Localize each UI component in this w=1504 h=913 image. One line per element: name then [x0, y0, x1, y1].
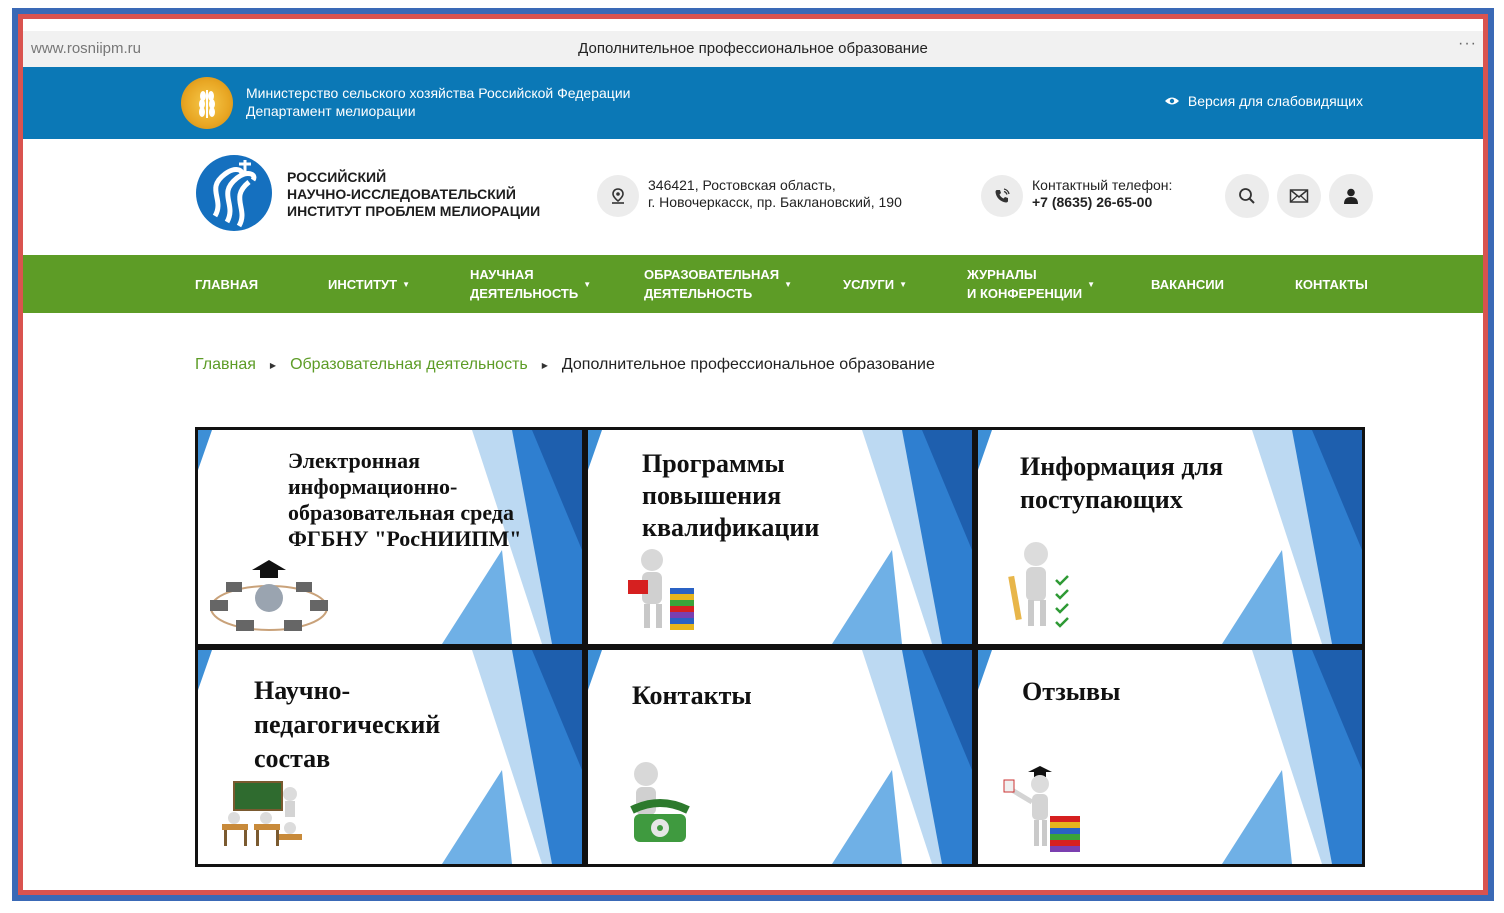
tile-title: [632, 680, 752, 712]
tile-title-line: Электронная: [288, 448, 420, 473]
caret-down-icon: ▼: [1087, 279, 1095, 289]
nav-label: УСЛУГИ: [843, 276, 895, 292]
tile-title-line: ФГБНУ "РосНИИПМ": [288, 526, 522, 551]
site-header: [23, 139, 1483, 255]
tile-decoration: [802, 430, 972, 644]
breadcrumb-separator-icon: ▶: [269, 360, 277, 370]
tile-decoration: [1192, 650, 1362, 864]
search-icon: [1238, 187, 1256, 205]
tile-eios[interactable]: [198, 430, 582, 644]
address-line1: 346421, Ростовская область,: [648, 177, 836, 193]
screenshot-frame-outer: [12, 8, 1494, 901]
tiles-grid: [195, 427, 1365, 867]
tile-title-line: поступающих: [1020, 485, 1183, 514]
caret-down-icon: ▼: [784, 279, 793, 289]
nav-label-line2: И КОНФЕРЕНЦИИ: [967, 286, 1083, 301]
nav-label: КОНТАКТЫ: [1295, 276, 1368, 292]
tile-title: [254, 674, 440, 776]
caret-down-icon: ▼: [402, 279, 410, 289]
browser-menu-dots-icon[interactable]: ···: [1458, 35, 1477, 52]
wheat-icon: [193, 86, 221, 120]
location-icon: [597, 175, 639, 217]
tile-title-line: Информация для: [1020, 452, 1224, 481]
nav-item-vacancies[interactable]: [1151, 255, 1224, 313]
breadcrumb-separator-icon: ▶: [541, 360, 548, 370]
nav-label: ВАКАНСИИ: [1151, 276, 1224, 292]
nav-label: ИНСТИТУТ: [328, 276, 398, 292]
institute-logo[interactable]: [195, 154, 273, 232]
nav-label-line1: НАУЧНАЯ: [470, 267, 534, 282]
tile-programs[interactable]: [588, 430, 972, 644]
browser-bar: [23, 31, 1483, 67]
low-vision-link[interactable]: [1164, 93, 1363, 109]
institute-name[interactable]: [287, 169, 540, 220]
nav-item-journals[interactable]: [967, 255, 1095, 313]
institute-name-line1: РОССИЙСКИЙ: [287, 169, 387, 185]
figure-with-checklist-icon: [1004, 540, 1084, 632]
network-computers-icon: [204, 556, 334, 638]
phone-number[interactable]: +7 (8635) 26-65-00: [1032, 194, 1153, 210]
nav-label-line2: ДЕЯТЕЛЬНОСТЬ: [470, 286, 579, 301]
institute-name-line3: ИНСТИТУТ ПРОБЛЕМ МЕЛИОРАЦИИ: [287, 203, 541, 219]
graduate-with-books-icon: [992, 766, 1086, 854]
tile-title-line: образовательная среда: [288, 500, 514, 525]
search-button[interactable]: [1225, 174, 1269, 218]
tile-title: [1020, 450, 1223, 516]
breadcrumb-current: Дополнительное профессиональное образование: [561, 356, 935, 373]
tile-admission[interactable]: [978, 430, 1362, 644]
tile-title-line: состав: [254, 744, 331, 773]
tile-title: [642, 448, 819, 544]
nav-item-services[interactable]: [843, 255, 907, 313]
figure-with-telephone-icon: [618, 760, 698, 852]
browser-page-title: Дополнительное профессиональное образование: [578, 40, 928, 57]
nav-label: [470, 265, 578, 303]
classroom-icon: [220, 778, 306, 852]
browser-url[interactable]: www.rosniipm.ru: [31, 40, 142, 57]
tile-decoration: [802, 650, 972, 864]
tile-teaching-staff[interactable]: [198, 650, 582, 864]
breadcrumb: [195, 356, 935, 374]
nav-label-line1: ОБРАЗОВАТЕЛЬНАЯ: [644, 267, 780, 282]
nav-label-line1: ЖУРНАЛЫ: [967, 267, 1037, 282]
tile-title: [1022, 676, 1120, 708]
user-button[interactable]: [1329, 174, 1373, 218]
breadcrumb-section[interactable]: Образовательная деятельность: [290, 356, 528, 373]
nav-label: [967, 265, 1082, 303]
caret-down-icon: ▼: [583, 279, 592, 289]
ministry-name-line2: Департамент мелиорации: [246, 103, 416, 119]
nav-item-contacts[interactable]: [1295, 255, 1368, 313]
main-nav: [23, 255, 1483, 313]
nav-label-line2: ДЕЯТЕЛЬНОСТЬ: [644, 286, 753, 301]
tile-title-line: повышения: [642, 481, 782, 510]
nav-label: ГЛАВНАЯ: [195, 276, 259, 292]
address: [648, 177, 902, 211]
mail-icon: [1289, 188, 1309, 204]
phone-label: Контактный телефон:: [1032, 177, 1173, 193]
ministry-bar: [23, 67, 1483, 139]
address-line2: г. Новочеркасск, пр. Баклановский, 190: [648, 194, 902, 210]
mail-button[interactable]: [1277, 174, 1321, 218]
ministry-name[interactable]: [246, 84, 630, 120]
tile-title-line: квалификации: [642, 513, 820, 542]
nav-item-home[interactable]: [195, 255, 258, 313]
ministry-logo[interactable]: [181, 77, 233, 129]
tile-title-line: педагогический: [254, 710, 441, 739]
contact-phone: [1032, 177, 1172, 211]
nav-item-institute[interactable]: [328, 255, 410, 313]
eye-icon: [1164, 96, 1180, 106]
tile-title-line: Научно-: [254, 676, 351, 705]
nav-item-education[interactable]: [644, 255, 792, 313]
screenshot-frame-inner: [18, 14, 1488, 895]
tile-title-line: Отзывы: [1022, 677, 1121, 706]
user-icon: [1342, 187, 1360, 205]
tile-reviews[interactable]: [978, 650, 1362, 864]
ministry-name-line1: Министерство сельского хозяйства Российской Федерации: [246, 85, 631, 101]
tile-contacts[interactable]: [588, 650, 972, 864]
figure-with-books-icon: [620, 548, 700, 636]
institute-name-line2: НАУЧНО-ИССЛЕДОВАТЕЛЬСКИЙ: [287, 186, 516, 202]
low-vision-label: Версия для слабовидящих: [1187, 93, 1363, 109]
caret-down-icon: ▼: [899, 279, 907, 289]
nav-item-science[interactable]: [470, 255, 591, 313]
tile-title-line: Контакты: [632, 681, 752, 710]
tile-title-line: Программы: [642, 449, 785, 478]
phone-icon: [981, 175, 1023, 217]
nav-label: [644, 265, 779, 303]
breadcrumb-home[interactable]: Главная: [195, 356, 256, 373]
tile-title-line: информационно-: [288, 474, 458, 499]
tile-title: [288, 448, 522, 552]
